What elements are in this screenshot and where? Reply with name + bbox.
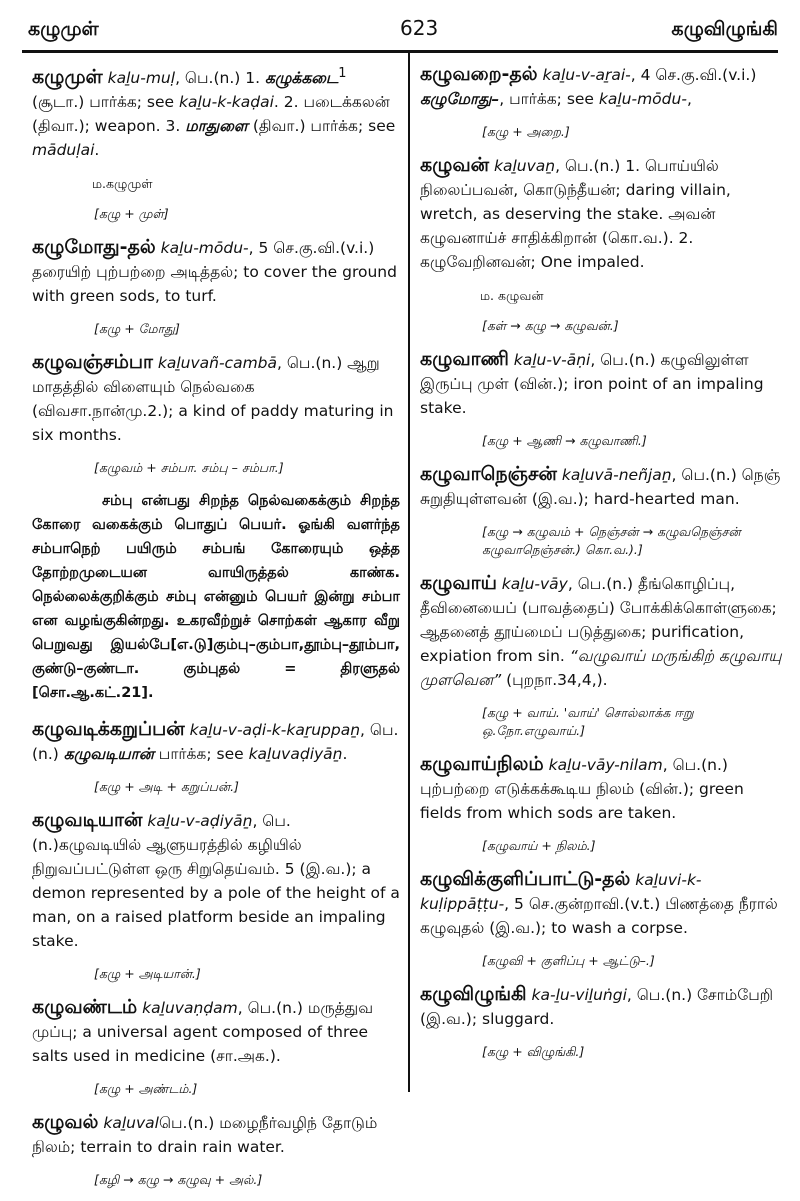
see-reference: kaḻuvaḍiyāṉ (248, 745, 343, 764)
headword: கழுவிக்குளிப்பாட்டு-தல் (420, 868, 631, 890)
entry-kazhuvadikkaruppan (32, 717, 400, 766)
transliteration: kaḻu-muḷ (107, 69, 176, 88)
usage-note: சம்பு என்பது சிறந்த நெல்வகைக்கும் சிறந்த கோரை வகைக்கும் பொதுப் பெயர். ஓங்கி வளர்ந்த சம்பாநெற் பயிரும் சம்பங் கோரையும் ஒத்த தோற்றமுடையன வாயிருத்தல் காண்க. நெல்லைக்குறிக்கும் சம்பு என்னும் பெயர் இன்று சம்பா என வழங்குகின்றது. உகரவீற்றுச் சொற்கள் ஆகார வீறு பெறுவது இயல்பே[எ.டு]கும்பு–கும்பா,தூம்பு–தூம்பா, குண்டு–குண்டா. கும்புதல் = திரளுதல் [சொ.ஆ.கட்.21]. (32, 493, 400, 702)
definition-text: (சூடா.) பார்க்க; see (32, 93, 180, 112)
header-rule (22, 50, 778, 53)
definition-text: . 2. படைக்கலன் (திவா.); weapon. 3. (32, 93, 390, 136)
entry-kazhuvani (420, 347, 782, 420)
definition-text: , பெ.(n.) மருத்துவ முப்பு; a universal agent composed of three salts used in medicine (சா.அக.). (32, 999, 374, 1066)
etymology: [கழு + அண்டம்.] (94, 1081, 198, 1097)
cross-reference: கழுமோது– (420, 90, 500, 108)
definition-text: , பெ.(n.) 1. (175, 69, 265, 88)
etymology: [கழு → கழுவம் + நெஞ்சன் → கழுவநெஞ்சன் கழுவாநெஞ்சன்.) கொ.வ.).] (482, 524, 741, 557)
malayalam-cognate: ம.கழுமுள் (92, 176, 153, 192)
headword: கழுவிழுங்கி (420, 983, 527, 1005)
quotation: “வழுவாய் மருங்கிற் கழுவாயு முளவென” (420, 647, 782, 689)
headword: கழுவாய்நிலம் (420, 753, 544, 775)
entry-kazhuvanenjan (420, 462, 782, 511)
transliteration: kaḻuvañ-cambā (157, 354, 278, 373)
header-right-guideword: கழுவிழுங்கி (671, 18, 778, 40)
entry-kazhuvarai (420, 62, 782, 111)
entry-kazhuvanchamba (32, 350, 400, 447)
cross-reference: கழுக்கடை (264, 69, 339, 88)
definition-text: பெ.(n.) மழைநீர்வழிந் தோடும் நிலம்; terrain to drain rain water. (32, 1114, 378, 1157)
transliteration: ka-ḻu-viḻuṅgi (531, 986, 627, 1004)
entry-kazhuval (32, 1110, 400, 1159)
definition-text: , 4 செ.கு.வி.(v.i.) (630, 66, 757, 84)
definition-text: , பெ.(n.)கழுவடியில் ஆளுயரத்தில் கழியில் நிறுவப்பட்டுள்ள ஒரு சிறுதெய்வம். 5 (இ.வ.); a demon represented by a pole of the height of a man, on a raised platform beside an impaling stake. (32, 812, 400, 951)
definition-text: , பார்க்க; see (499, 90, 599, 108)
right-column (420, 62, 782, 1073)
headword: கழுவாணி (420, 348, 509, 370)
cross-reference: மாதுளை (185, 117, 248, 136)
etymology: [கள் → கழு → கழுவன்.] (482, 318, 619, 333)
headword: கழுவாநெஞ்சன் (420, 463, 557, 485)
etymology: [கழுவி + குளிப்பு + ஆட்டு–.] (482, 953, 655, 968)
see-reference: kaḻu-k-kaḍai (179, 93, 274, 112)
transliteration: kaḻuvi-k-kuḷippāṭṭu- (420, 871, 702, 913)
definition-text: . (94, 141, 100, 160)
definition-text: , 5 செ.குன்றாவி.(v.t.) பிணத்தை நீரால் கழுவுதல் (இ.வ.); to wash a corpse. (420, 895, 778, 937)
definition-text: , பெ.(n.) புற்பற்றை எடுக்கக்கூடிய நிலம் (வின்.); green fields from which sods are taken. (420, 756, 744, 822)
header-left-guideword: கழுமுள் (28, 18, 99, 40)
etymology: [கழு + அடி + கறுப்பன்.] (94, 779, 239, 795)
transliteration: kaḻu-v-aṟai- (542, 66, 631, 84)
definition-text: , பெ.(n.) ஆறு மாதத்தில் விளையும் நெல்வகை (விவசா.நான்மு.2.); a kind of paddy maturing in six months. (32, 354, 394, 445)
page-header (28, 8, 778, 48)
etymology: [கழுவம் + சம்பா. சம்பு – சம்பா.] (94, 460, 284, 476)
entry-kazhuvandam (32, 995, 400, 1068)
etymology: [கழு + விழுங்கி.] (482, 1044, 585, 1059)
definition-text: பார்க்க; see (153, 745, 249, 764)
headword: கழுமுள் (32, 66, 103, 89)
entry-kazhuvizhungi (420, 982, 782, 1031)
definition-text: , பெ.(n.) நெஞ் சுறுதியுள்ளவன் (இ.வ.); hard-hearted man. (420, 466, 781, 508)
etymology: [கழு + வாய். 'வாய்' சொல்லாக்க ஈறு ஒ.நோ.எழுவாய்.] (482, 705, 694, 738)
headword: கழுவஞ்சம்பா (32, 351, 153, 374)
definition-text: (புறநா.34,4,). (501, 671, 608, 689)
headword: கழுமோது-தல் (32, 236, 156, 259)
headword: கழுவண்டம் (32, 996, 138, 1019)
entry-kazhuvainilam (420, 752, 782, 825)
malayalam-cognate: ம. கழுவன் (480, 288, 544, 303)
page-number: 623 (400, 16, 439, 40)
etymology: [கழு + மோது] (94, 321, 180, 337)
headword: கழுவல் (32, 1111, 99, 1134)
etymology: [கழு + அடியான்.] (94, 966, 201, 982)
etymology: [கழி → கழு → கழுவு + அல்.] (94, 1172, 263, 1188)
definition-text: , பெ.(n.) கழுவிலுள்ள இருப்பு முள் (வின்.); iron point of an impaling stake. (420, 351, 764, 417)
headword: கழுவடியான் (32, 809, 143, 832)
definition-text: (திவா.) பார்க்க; see (247, 117, 396, 136)
superscript: 1 (338, 66, 347, 81)
definition-text: , 5 செ.கு.வி.(v.i.) தரையிற் புற்பற்றை அடித்தல்; to cover the ground with green sods, to turf. (32, 239, 397, 306)
transliteration: kaḻu-v-aḍiyāṉ (147, 812, 253, 831)
headword: கழுவடிக்கறுப்பன் (32, 718, 185, 741)
entry-kazhuvai (420, 571, 782, 692)
transliteration: kaḻu-mōdu- (160, 239, 249, 258)
column-divider (408, 53, 410, 1092)
definition-text: , பெ.(n.) சோம்பேறி (இ.வ.); sluggard. (420, 986, 774, 1028)
definition-text: , பெ.(n.) தீங்கொழிப்பு, தீவினையைப் (பாவத்தைப்) போக்கிக்கொள்ளுகை; ஆதனைத் தூய்மைப் படுத்துகை; purification, expiation from sin. (420, 575, 777, 665)
definition-text: , பெ.(n.) (32, 721, 399, 764)
entry-kazhuvan (420, 153, 782, 274)
etymology: [கழு + அறை.] (482, 124, 570, 139)
definition-text: , (686, 90, 692, 108)
headword: கழுவறை-தல் (420, 63, 538, 85)
see-reference: māduḷai (32, 141, 95, 160)
left-column (32, 62, 400, 1201)
transliteration: kaḻu-v-aḍi-k-kaṟuppaṉ (189, 721, 361, 740)
entry-kazhumul (32, 62, 400, 162)
headword: கழுவாய் (420, 572, 497, 594)
entry-kazhuvikkulippattu (420, 867, 782, 940)
transliteration: kaḻu-v-āṇi (513, 351, 591, 369)
entry-kazhuvadiyan (32, 808, 400, 953)
etymology: [கழு + ஆணி → கழுவாணி.] (482, 433, 647, 448)
headword: கழுவன் (420, 154, 490, 176)
transliteration: kaḻu-vāy-nilam (548, 756, 663, 774)
transliteration: kaḻuvā-neñjaṉ (561, 466, 672, 484)
definition-text: . (342, 745, 348, 764)
transliteration: kaḻuvaṇḍam (142, 999, 238, 1018)
transliteration: kaḻuval (103, 1114, 159, 1133)
cross-reference: கழுவடியான் (63, 745, 154, 764)
see-reference: kaḻu-mōdu- (598, 90, 687, 108)
etymology: [கழு + முள்] (94, 206, 169, 222)
etymology: [கழுவாய் + நிலம்.] (482, 838, 596, 853)
entry-kazhumodu (32, 235, 400, 308)
definition-text: , பெ.(n.) 1. பொய்யில் நிலைப்பவன், கொடுந்தீயன்; daring villain, wretch, as deserving the stake. அவன் கழுவனாய்ச் சாதிக்கிறான் (கொ.வ.). 2. கழுவேறினவன்; One impaled. (420, 157, 731, 271)
transliteration: kaḻu-vāy (501, 575, 568, 593)
transliteration: kaḻuvaṉ (494, 157, 556, 175)
